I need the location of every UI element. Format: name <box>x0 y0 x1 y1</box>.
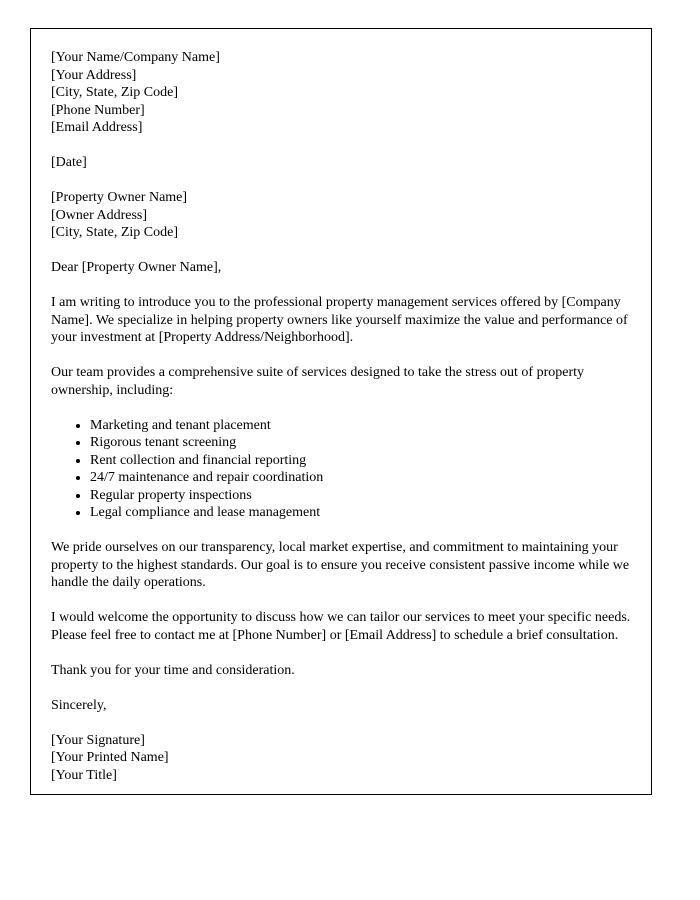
service-item: • 24/7 maintenance and repair coordination <box>90 469 631 487</box>
recipient-line: [Property Owner Name] <box>51 190 188 205</box>
service-item: • Rigorous tenant screening <box>90 434 631 452</box>
sender-line: [Phone Number] <box>51 102 145 118</box>
service-item: • Regular property inspections <box>90 487 631 505</box>
signature-block <box>51 732 631 785</box>
letter-page <box>30 28 652 795</box>
recipient-line: [Owner Address] <box>51 207 148 223</box>
sender-address-block <box>51 49 631 137</box>
service-item: • Marketing and tenant placement <box>90 417 631 435</box>
service-item: • Legal compliance and lease management <box>90 504 631 522</box>
sender-line: [City, State, Zip Code] <box>51 85 179 100</box>
signature-line: [Your Signature] <box>51 732 145 748</box>
date-block <box>51 154 631 172</box>
sender-line: [Your Address] <box>51 67 137 83</box>
signature-line: [Your Printed Name] <box>51 750 169 765</box>
services-list <box>51 417 631 522</box>
paragraph-thanks: Thank you for your time and consideration. <box>51 662 295 678</box>
date-line: [Date] <box>51 155 87 170</box>
signature-line: [Your Title] <box>51 767 117 783</box>
sender-line: [Email Address] <box>51 120 143 135</box>
sender-line: [Your Name/Company Name] <box>51 50 220 65</box>
paragraph-pride: We pride ourselves on our transparency, local market expertise, and commitment to maintaining your property to the highest standards. Our goal is to ensure you receive consistent passive income while we handle the daily operations. <box>51 540 630 590</box>
closing: Sincerely, <box>51 697 107 713</box>
service-item: • Rent collection and financial reporting <box>90 452 631 470</box>
paragraph-intro: I am writing to introduce you to the professional property management services offered by [Company Name]. We specialize in helping property owners like yourself maximize the value and performance of your investment at [Property Address/Neighborhood]. <box>51 295 628 345</box>
recipient-line: [City, State, Zip Code] <box>51 225 179 240</box>
recipient-address-block <box>51 189 631 242</box>
paragraph-invitation: I would welcome the opportunity to discuss how we can tailor our services to meet your specific needs. Please feel free to contact me at [Phone Number] or [Email Address] to schedule a brief consultation. <box>51 610 631 643</box>
salutation: Dear [Property Owner Name], <box>51 260 222 275</box>
paragraph-services-intro: Our team provides a comprehensive suite of services designed to take the stress out of property ownership, including: <box>51 365 585 398</box>
